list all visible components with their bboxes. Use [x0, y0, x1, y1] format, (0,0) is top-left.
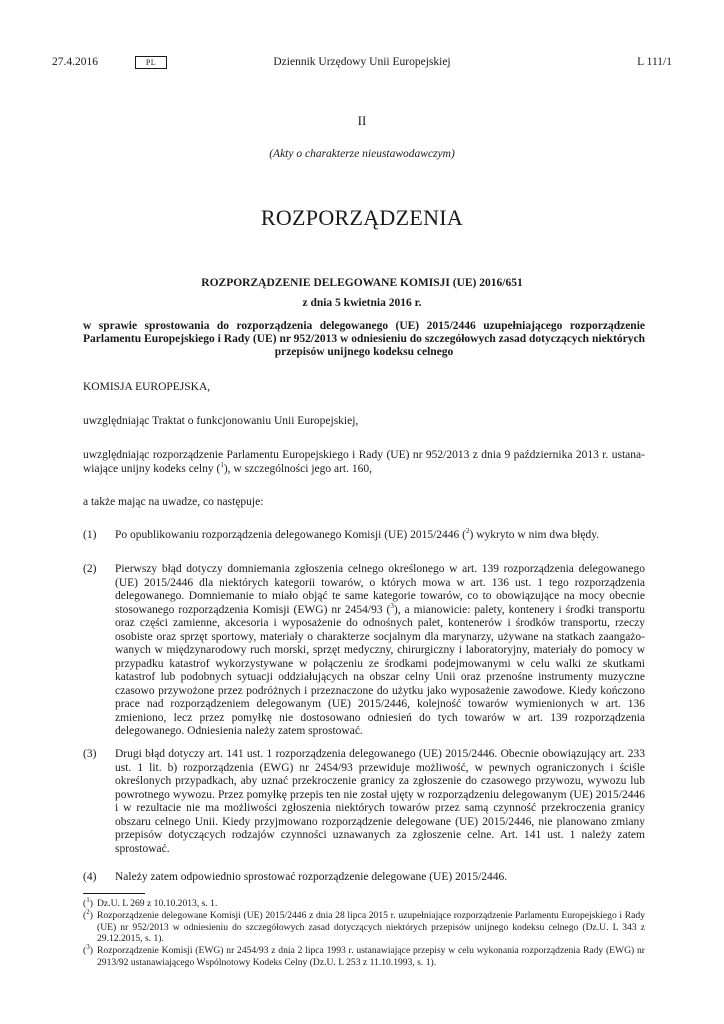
publication-date: 27.4.2016: [52, 56, 98, 68]
recital-number: (3): [83, 748, 97, 760]
preamble-citation-2-text-b: ), w szczególności jego art. 160,: [223, 462, 373, 475]
act-date: z dnia 5 kwietnia 2016 r.: [302, 297, 422, 309]
footnote: [83, 942, 645, 969]
recital-3: Drugi błąd dotyczy art. 141 ust. 1 rozporządzenia delegowanego (UE) 2015/2446. Obecnie obowiązujący art. 233 ust. 1 lit. b) rozporządzenia (EWG) nr 2454/93 przewiduje możliwość, w pewnych ograniczonych i ściśle określonych przypadkach, aby uznać przekroczenie granicy za zgłoszenie do czasowego przywozu, wywozu lub powrotnego wywozu. Przez pomyłkę przepis ten nie został ujęty w rozporządzeniu delegowanym (UE) 2015/2446 i w rezultacie nie ma możliwości zgłoszenia niektórych towarów przez samą czynność przekroczenia granicy obszaru celnego Unii. Kiedy przyjmowano rozporządzenie delegowane (UE) 2015/2446, nie planowano zmiany przepisów dotyczących rodzajów czynności uznawanych za zgłoszenie celne. Art. 141 ust. 1 należy zatem sprostować.: [115, 748, 645, 855]
running-header: [52, 56, 672, 74]
footnote-number: ($^3$): [83, 942, 93, 956]
section-roman-numeral: II: [357, 113, 367, 128]
language-badge: PL: [135, 56, 167, 69]
footnote-text: Dz.U. L 269 z 10.10.2013, s. 1.: [97, 898, 218, 909]
footnote: [83, 895, 645, 910]
preamble-citation-1: uwzględniając Traktat o funkcjonowaniu Unii Europejskiej,: [83, 415, 359, 427]
footnote-text: Rozporządzenie delegowane Komisji (UE) 2015/2446 z dnia 28 lipca 2015 r. uzupełniające rozporządzenie Parlamentu Europejskiego i Rady (UE) nr 952/2013 w odniesieniu do szczegółowych zasad dotyczących niektórych przepisów unijnego kodeksu celnego (Dz.U. L 343 z 29.12.2015, s. 1).: [97, 910, 645, 945]
recital-number: (1): [83, 529, 97, 541]
footnote-separator: [83, 893, 145, 894]
preamble-citation-2-text-a: uwzględniając rozporządzenie Parlamentu Europejskiego i Rady (UE) nr 952/2013 z dnia 9 października 2013 r. ustanawiające unijny kodeks celny (: [83, 449, 645, 475]
footnote-ref-3[interactable]: 3: [390, 601, 394, 610]
recital-1-text-b: ) wykryto w nim dwa błędy.: [469, 529, 600, 541]
recital-2-text-b: ), a mianowicie: palety, kontenery i środki transportu oraz części zamienne, akcesoria i wyposażenie do odnośnych palet, kontenerów i środków transportu, rzeczy osobiste oraz sprzęt sportowy, materiały o charakterze socjalnym dla marynarzy, używane na statkach zaangażowanych w międzynarodowy ruch morski, sprzęt medyczny, chirurgiczny i laboratoryjny, materiały do pomocy w przypadku katastrof wykorzystywane w połączeniu ze środkami podejmowanymi w celu walki ze skutkami katastrof lub podobnych sytuacji oddziałujących na obszar celny Unii oraz przenośne instrumenty muzyczne czasowo przywożone przez podróżnych i przeznaczone do użytku jako wyposażenie zawodowe. Kiedy kończono prace nad rozporządzeniem delegowanym (UE) 2015/2446, kolejność towarów wymienionych w art. 136 zmieniono, lecz przez pomyłkę nie dostosowano odniesień do tych towarów w art. 139 rozporządzenia delegowanego. Odniesienia należy zatem sprostować.: [115, 603, 645, 737]
page-reference: L 111/1: [637, 56, 672, 68]
section-subtitle: (Akty o charakterze nieustawodawczym): [269, 148, 455, 160]
preamble-citation-2: [83, 449, 645, 476]
recital-1-text-a: Po opublikowaniu rozporządzenia delegowanego Komisji (UE) 2015/2446 (: [115, 529, 466, 541]
journal-name: Dziennik Urzędowy Unii Europejskiej: [273, 56, 451, 68]
section-title: ROZPORZĄDZENIA: [260, 205, 464, 230]
issuer: KOMISJA EUROPEJSKA,: [83, 381, 211, 393]
footnote: [83, 907, 645, 946]
recital-2: [115, 563, 645, 739]
recital-number: (2): [83, 563, 97, 575]
recital-1: [115, 529, 645, 543]
act-subject: w sprawie sprostowania do rozporządzenia delegowanego (UE) 2015/2446 uzupełniającego rozporządzenie Parlamentu Europejskiego i Rady (UE) nr 952/2013 w odniesieniu do szczegółowych zasad dotyczących niektórych przepisów unijnego kodeksu celnego: [83, 320, 645, 358]
footnote-ref-2[interactable]: 2: [466, 527, 470, 536]
footnote-ref-1[interactable]: 1: [220, 460, 224, 469]
recital-4: Należy zatem odpowiednio sprostować rozporządzenie delegowane (UE) 2015/2446.: [115, 871, 508, 883]
preamble-whereas: a także mając na uwadze, co następuje:: [83, 496, 264, 508]
act-title: ROZPORZĄDZENIE DELEGOWANE KOMISJI (UE) 2016/651: [201, 277, 523, 289]
recital-number: (4): [83, 871, 97, 883]
footnote-number: ($^1$): [83, 895, 93, 909]
footnote-number: ($^2$): [83, 907, 93, 921]
recital-2-text-a: Pierwszy błąd dotyczy domniemania zgłoszenia celnego określonego w art. 139 rozporządzenia delegowanego (UE) 2015/2446 dla niektórych kategorii towarów, o których mowa w art. 136 ust. 1 tego rozporządzenia delegowanego. Domniemanie to miało objąć te same kategorie towarów, co to obowiązujące na mocy obecnie stosowanego rozporządzenia Komisji (EWG) nr 2454/93 (: [115, 563, 645, 616]
footnote-text: Rozporządzenie Komisji (EWG) nr 2454/93 z dnia 2 lipca 1993 r. ustanawiające przepisy w celu wykonania rozporządzenia Rady (EWG) nr 2913/92 ustanawiającego Wspólnotowy Kodeks Celny (Dz.U. L 253 z 11.10.1993, s. 1).: [97, 945, 645, 968]
